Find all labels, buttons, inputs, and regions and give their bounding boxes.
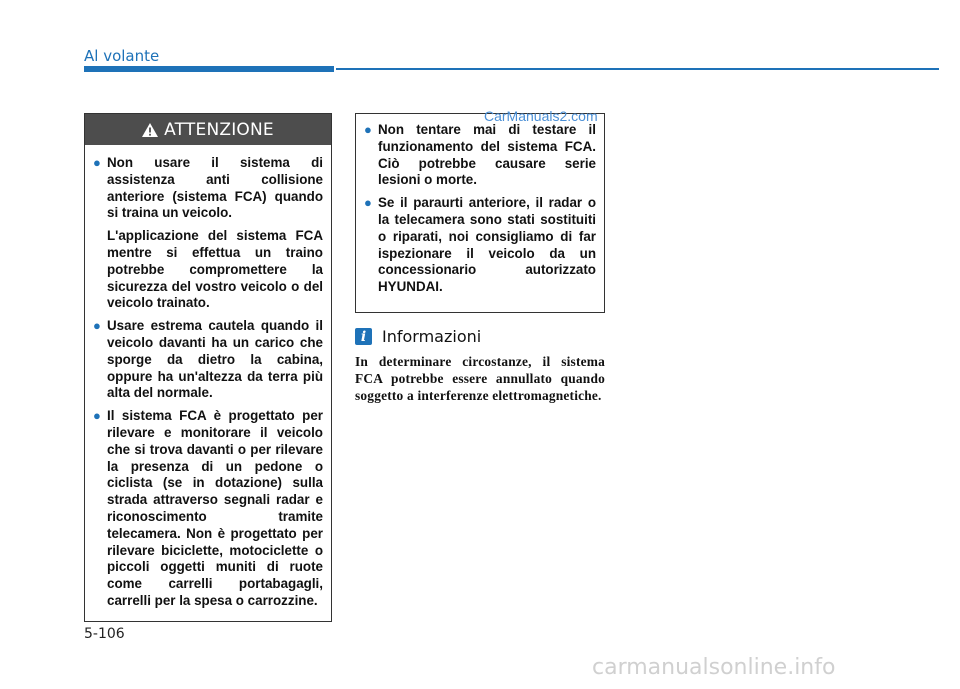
info-text: In determinare circostanze, il sistema FCA potrebbe essere annullato quando soggetto a interferenze elettromagnetiche.: [355, 354, 605, 403]
page-number: 5-106: [84, 626, 125, 642]
warning-paragraph: Usare estrema cautela quando il veicolo davanti ha un carico che sporge da dietro la cabina, oppure ha un'altezza da terra più alta del normale.: [107, 318, 323, 401]
header-rule: [336, 68, 939, 70]
warning-header: [85, 114, 331, 145]
header-bar: [84, 66, 334, 72]
info-icon: i: [355, 328, 372, 345]
warning-box: [84, 113, 332, 622]
info-heading: [355, 327, 481, 346]
warning-item: [93, 155, 323, 312]
bullet-icon: ●: [364, 195, 372, 211]
warning-item: [364, 122, 596, 189]
warning-item: [93, 318, 323, 402]
warning-paragraph: Non usare il sistema di assistenza anti collisione anteriore (sistema FCA) quando si traina un veicolo.: [107, 155, 323, 221]
section-title: Al volante: [84, 47, 160, 65]
info-title: Informazioni: [382, 327, 482, 346]
warning-title: ATTENZIONE: [164, 119, 274, 140]
bullet-icon: ●: [93, 408, 101, 424]
warning-paragraph: Se il paraurti anteriore, il radar o la telecamera sono stati sostituiti o riparati, noi consigliamo di far ispezionare il veicolo da un concessionario autorizzato HYUNDAI.: [378, 195, 596, 295]
warning-body: [85, 145, 331, 610]
warning-item: [93, 408, 323, 610]
bullet-icon: ●: [93, 318, 101, 334]
warning-paragraph: L'applicazione del sistema FCA mentre si effettua un traino potrebbe compromettere la sicurezza del vostro veicolo o del veicolo trainato.: [107, 228, 323, 311]
warning-paragraph: Non tentare mai di testare il funzionamento del sistema FCA. Ciò potrebbe causare serie lesioni o morte.: [378, 122, 596, 188]
bullet-icon: ●: [93, 155, 101, 170]
warning-triangle-icon: [142, 123, 158, 137]
watermark-top: CarManuals2.com: [484, 108, 598, 124]
bullet-icon: ●: [364, 122, 372, 137]
warning-continued-box: [355, 113, 605, 313]
watermark-bottom: carmanualsonline.info: [592, 655, 836, 680]
warning-item: [364, 195, 596, 296]
warning-paragraph: Il sistema FCA è progettato per rilevare e monitorare il veicolo che si trova davanti o per rilevare la presenza di un pedone o ciclista (se in dotazione) sulla strada attraverso segnali radar e riconoscimento tramite telecamera. Non è progettato per rilevare biciclette, motociclette o piccoli oggetti muniti di ruote come carrelli portabagagli, carrelli per la spesa o carrozzine.: [107, 408, 323, 608]
